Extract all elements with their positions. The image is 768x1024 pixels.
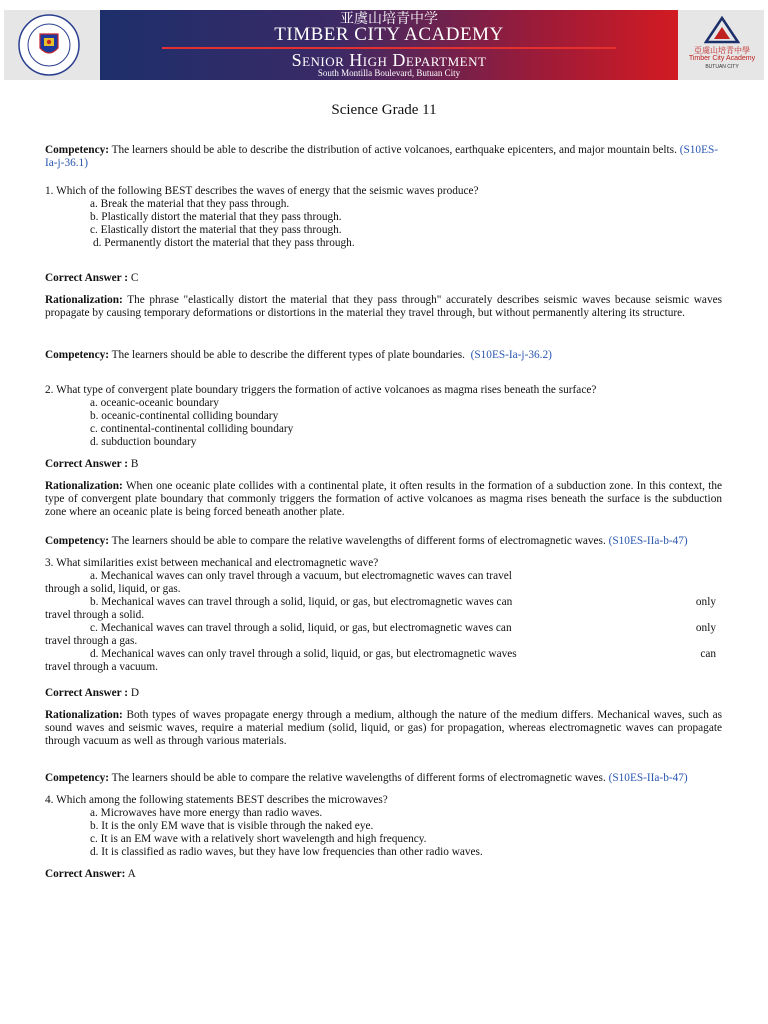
option-d: d. Mechanical waves can only travel through a solid, liquid, or gas, but electromagnetic waves can	[90, 648, 716, 660]
school-banner	[100, 10, 678, 80]
school-name: TIMBER CITY ACADEMY	[274, 24, 504, 45]
option-c: c. It is an EM wave with a relatively short wavelength and high frequency.	[90, 833, 427, 845]
correct-answer-4: Correct Answer: A	[45, 868, 136, 880]
logo-chinese-text: 亞虞山培青中學	[694, 46, 750, 55]
option-b: b. It is the only EM wave that is visible through the naked eye.	[90, 820, 374, 832]
document-title: Science Grade 11	[331, 102, 437, 118]
option-c: c. Mechanical waves can travel through a solid, liquid, or gas, but electromagnetic waves can only	[90, 622, 716, 634]
rationalization-3: Rationalization: Both types of waves propagate energy through a medium, although the nature of the medium differs. Mechanical waves, such as sound waves and seismic waves, require a material medium (solid, liquid, or gas) for propagation, whereas electromagnetic waves can propagate through vacuum as well as through various materials.	[45, 709, 723, 747]
question-2: 2. What type of convergent plate boundary triggers the formation of active volcanoes as magma rises beneath the surface?	[45, 384, 597, 396]
competency-code: (S10ES-Ia-j-36.2)	[470, 349, 552, 361]
competency-code: (S10ES-IIa-b-47)	[608, 772, 688, 784]
document-body	[45, 144, 722, 881]
option-a-cont: through a solid, liquid, or gas.	[45, 583, 181, 595]
competency-3: Competency: The learners should be able to compare the relative wavelengths of different forms of electromagnetic waves. (S10ES-IIa-b-47)	[45, 535, 688, 547]
logo-name-text: Timber City Academy	[688, 55, 756, 62]
rationalization-1: Rationalization: The phrase "elastically distort the material that they pass through" accurately describes seismic waves because seismic waves propagate by causing temporary deformations or distortions in the material they travel through, but without permanently altering its structure.	[45, 294, 723, 319]
option-a: a. Mechanical waves can only travel through a vacuum, but electromagnetic waves can travel	[90, 570, 512, 582]
question-4: 4. Which among the following statements BEST describes the microwaves?	[45, 794, 388, 806]
option-c: c. Elastically distort the material that they pass through.	[90, 224, 342, 236]
option-d-cont: travel through a vacuum.	[45, 661, 158, 673]
correct-answer-3: Correct Answer : D	[45, 687, 140, 699]
competency-2: Competency: The learners should be able to describe the different types of plate boundaries. (S10ES-Ia-j-36.2)	[45, 349, 552, 361]
option-d: d. Permanently distort the material that they pass through.	[93, 237, 355, 249]
option-d: d. subduction boundary	[90, 436, 197, 448]
banner-divider	[162, 47, 616, 49]
option-b: b. oceanic-continental colliding boundary	[90, 410, 279, 422]
option-b: b. Mechanical waves can travel through a solid, liquid, or gas, but electromagnetic waves can only	[90, 596, 716, 608]
option-a: a. Microwaves have more energy than radio waves.	[90, 807, 323, 819]
competency-1: Competency: The learners should be able to describe the distribution of active volcanoes, earthquake epicenters, and major mountain belts. (S10ES-Ia-j-36.1)	[45, 144, 719, 169]
competency-code: (S10ES-IIa-b-47)	[608, 535, 688, 547]
competency-code: (S10ES-Ia-j-36.1)	[45, 144, 719, 169]
school-address: South Montilla Boulevard, Butuan City	[317, 68, 461, 78]
correct-answer-1: Correct Answer : C	[45, 272, 139, 284]
academy-logo	[680, 10, 764, 80]
logo-city-text: BUTUAN CITY	[705, 64, 739, 70]
question-1: 1. Which of the following BEST describes the waves of energy that the seismic waves produce?	[45, 185, 479, 197]
competency-4: Competency: The learners should be able to compare the relative wavelengths of different forms of electromagnetic waves. (S10ES-IIa-b-47)	[45, 772, 688, 784]
option-d: d. It is classified as radio waves, but they have low frequencies than other radio waves.	[90, 846, 483, 858]
option-b: b. Plastically distort the material that they pass through.	[90, 211, 342, 223]
department-name: Senior High Department	[291, 50, 487, 70]
question-3: 3. What similarities exist between mechanical and electromagnetic wave?	[45, 557, 379, 569]
option-a: a. oceanic-oceanic boundary	[90, 397, 219, 409]
option-c-cont: travel through a gas.	[45, 635, 138, 647]
rationalization-2: Rationalization: When one oceanic plate collides with a continental plate, it often results in the formation of a subduction zone. In this context, the type of convergent plate boundary that commonly triggers the formation of active volcanoes as magma rises beneath the surface is the subduction zone where an oceanic plate is being forced beneath another plate.	[45, 480, 722, 518]
school-chinese-name: 亚虞山培青中学	[340, 11, 438, 27]
letterhead	[4, 10, 764, 80]
correct-answer-2: Correct Answer : B	[45, 458, 139, 470]
triangle-logo-icon	[704, 16, 740, 44]
option-b-cont: travel through a solid.	[45, 609, 145, 621]
option-c: c. continental-continental colliding boundary	[90, 423, 294, 435]
deped-seal-logo	[18, 14, 80, 76]
option-a: a. Break the material that they pass through.	[90, 198, 290, 210]
